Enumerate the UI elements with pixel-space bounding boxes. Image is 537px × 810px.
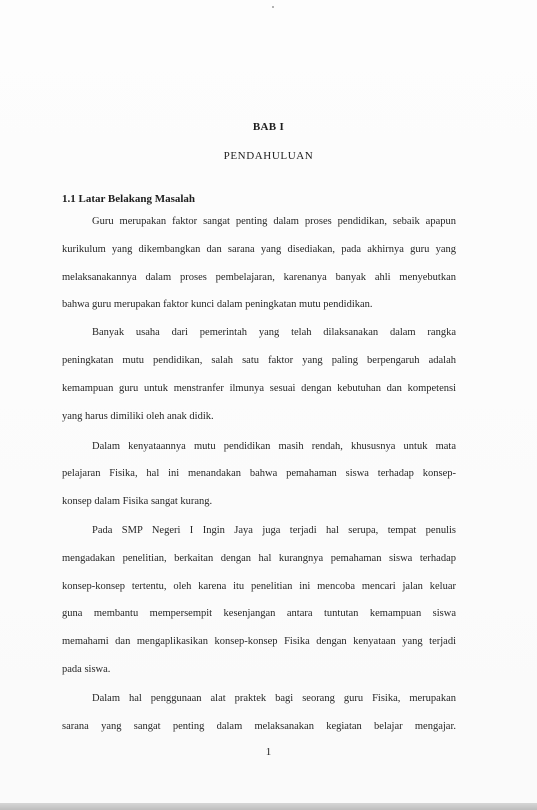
chapter-number: BAB I — [252, 121, 285, 133]
section-heading: 1.1 Latar Belakang Masalah — [62, 193, 196, 205]
paragraph-3-line-2: pelajaran Fisika, hal ini menandakan bahwa pemahaman siswa terhadap konsep- — [62, 468, 456, 479]
paragraph-5-line-1: Dalam hal penggunaan alat praktek bagi seorang guru Fisika, merupakan — [92, 693, 456, 704]
scan-bottom-edge — [0, 803, 537, 810]
paragraph-2-line-1: Banyak usaha dari pemerintah yang telah dilaksanakan dalam rangka — [92, 327, 456, 338]
paragraph-1-line-4: bahwa guru merupakan faktor kunci dalam peningkatan mutu pendidikan. — [62, 299, 373, 310]
paragraph-4-line-6: pada siswa. — [62, 664, 111, 675]
paragraph-4-line-2: mengadakan penelitian, berkaitan dengan hal kurangnya pemahaman siswa terhadap — [62, 553, 456, 564]
chapter-title: PENDAHULUAN — [223, 150, 314, 162]
paragraph-2-line-3: kemampuan guru untuk menstranfer ilmunya sesuai dengan kebutuhan dan kompetensi — [62, 383, 456, 394]
paragraph-1-line-2: kurikulum yang dikembangkan dan sarana yang disediakan, pada akhirnya guru yang — [62, 244, 456, 255]
paragraph-1-line-3: melaksanakannya dalam proses pembelajaran, karenanya banyak ahli menyebutkan — [62, 272, 456, 283]
page-number: 1 — [265, 746, 272, 758]
paragraph-4-line-3: konsep-konsep tertentu, oleh karena itu penelitian ini mencoba mencari jalan keluar — [62, 581, 456, 592]
paragraph-5-line-2: sarana yang sangat penting dalam melaksanakan kegiatan belajar mengajar. — [62, 721, 456, 732]
paragraph-2-line-2: peningkatan mutu pendidikan, salah satu faktor yang paling berpengaruh adalah — [62, 355, 456, 366]
paragraph-4-line-4: guna membantu mempersempit kesenjangan antara tuntutan kemampuan siswa — [62, 608, 456, 619]
paragraph-3-line-3: konsep dalam Fisika sangat kurang. — [62, 496, 213, 507]
paragraph-4-line-1: Pada SMP Negeri I Ingin Jaya juga terjadi hal serupa, tempat penulis — [92, 525, 456, 536]
paragraph-2-line-4: yang harus dimiliki oleh anak didik. — [62, 411, 214, 422]
paragraph-3-line-1: Dalam kenyataannya mutu pendidikan masih rendah, khususnya untuk mata — [92, 441, 456, 452]
paragraph-1-line-1: Guru merupakan faktor sangat penting dalam proses pendidikan, sebaik apapun — [92, 216, 456, 227]
scan-speck — [272, 6, 274, 8]
paragraph-4-line-5: memahami dan mengaplikasikan konsep-konsep Fisika dengan kenyataan yang terjadi — [62, 636, 456, 647]
